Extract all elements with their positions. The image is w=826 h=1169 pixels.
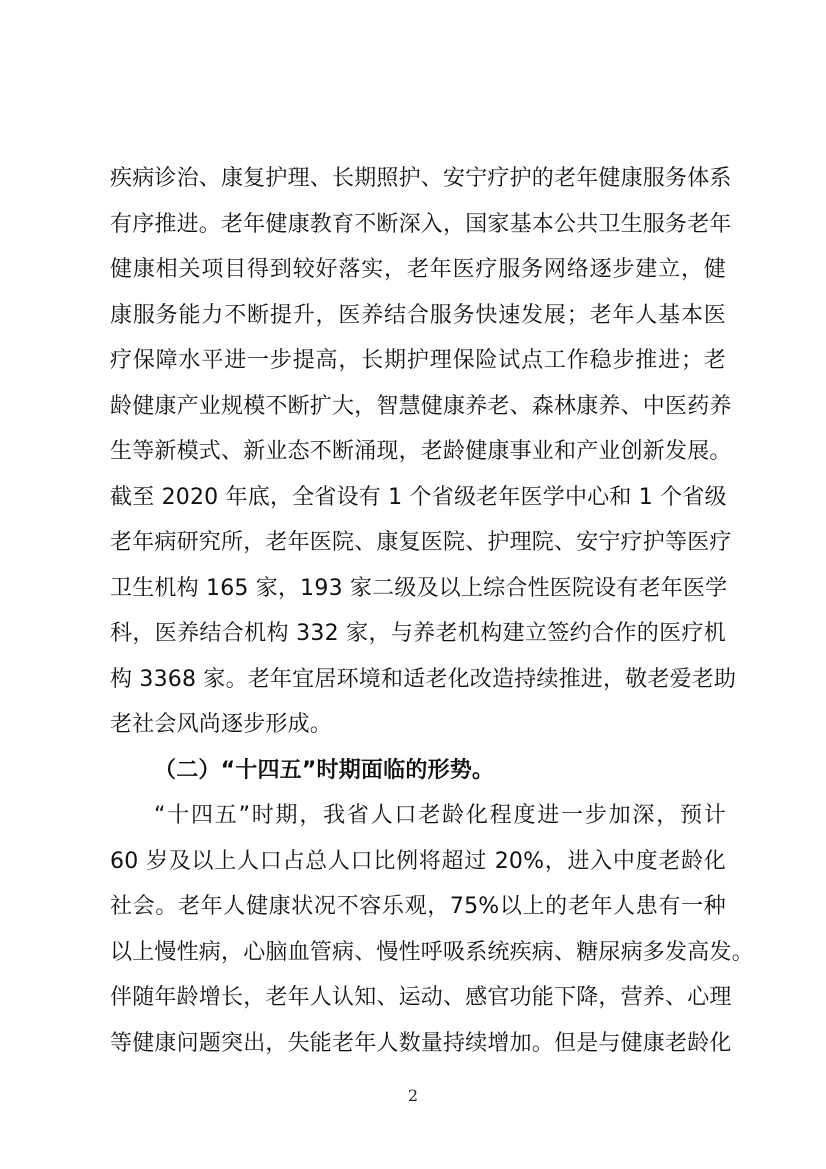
text-line: 伴随年龄增长，老年人认知、运动、感官功能下降，营养、心理 xyxy=(110,985,732,1010)
text-line: 等健康问题突出，失能老年人数量持续增加。但是与健康老龄化 xyxy=(110,1030,732,1056)
section-heading: （二）“十四五”时期面临的形势。 xyxy=(154,757,495,783)
text-line: 截至 2020 年底，全省设有 1 个省级老年医学中心和 1 个省级 xyxy=(110,484,727,510)
body-text xyxy=(110,156,754,1066)
text-line: 龄健康产业规模不断扩大，智慧健康养老、森林康养、中医药养 xyxy=(110,393,732,419)
text-line: 生等新模式、新业态不断涌现，老龄健康事业和产业创新发展。 xyxy=(110,439,732,464)
text-line: 卫生机构 165 家，193 家二级及以上综合性医院设有老年医学 xyxy=(110,575,728,601)
text-line: 社会。老年人健康状况不容乐观，75%以上的老年人患有一种 xyxy=(110,894,726,919)
text-line: 疗保障水平进一步提高，长期护理保险试点工作稳步推进；老 xyxy=(110,348,726,373)
text-line: 科，医养结合机构 332 家，与养老机构建立签约合作的医疗机 xyxy=(110,621,726,646)
text-line: 康服务能力不断提升，医养结合服务快速发展；老年人基本医 xyxy=(110,302,726,328)
text-line: 以上慢性病，心脑血管病、慢性呼吸系统疾病、糖尿病多发高发。 xyxy=(110,939,754,965)
text-line: 构 3368 家。老年宜居环境和适老化改造持续推进，敬老爱老助 xyxy=(110,666,737,692)
text-line: 健康相关项目得到较好落实，老年医疗服务网络逐步建立，健 xyxy=(110,257,726,282)
text-line: 60 岁及以上人口占总人口比例将超过 20%，进入中度老龄化 xyxy=(110,848,726,874)
text-line: 老年病研究所，老年医院、康复医院、护理院、安宁疗护等医疗 xyxy=(110,530,732,555)
page-number: 2 xyxy=(407,1086,419,1105)
text-line: 疾病诊治、康复护理、长期照护、安宁疗护的老年健康服务体系 xyxy=(110,166,732,191)
text-line: 老社会风尚逐步形成。 xyxy=(110,712,333,737)
text-line: 有序推进。老年健康教育不断深入，国家基本公共卫生服务老年 xyxy=(110,211,732,237)
text-line: “十四五”时期，我省人口老龄化程度进一步加深，预计 xyxy=(154,803,726,828)
